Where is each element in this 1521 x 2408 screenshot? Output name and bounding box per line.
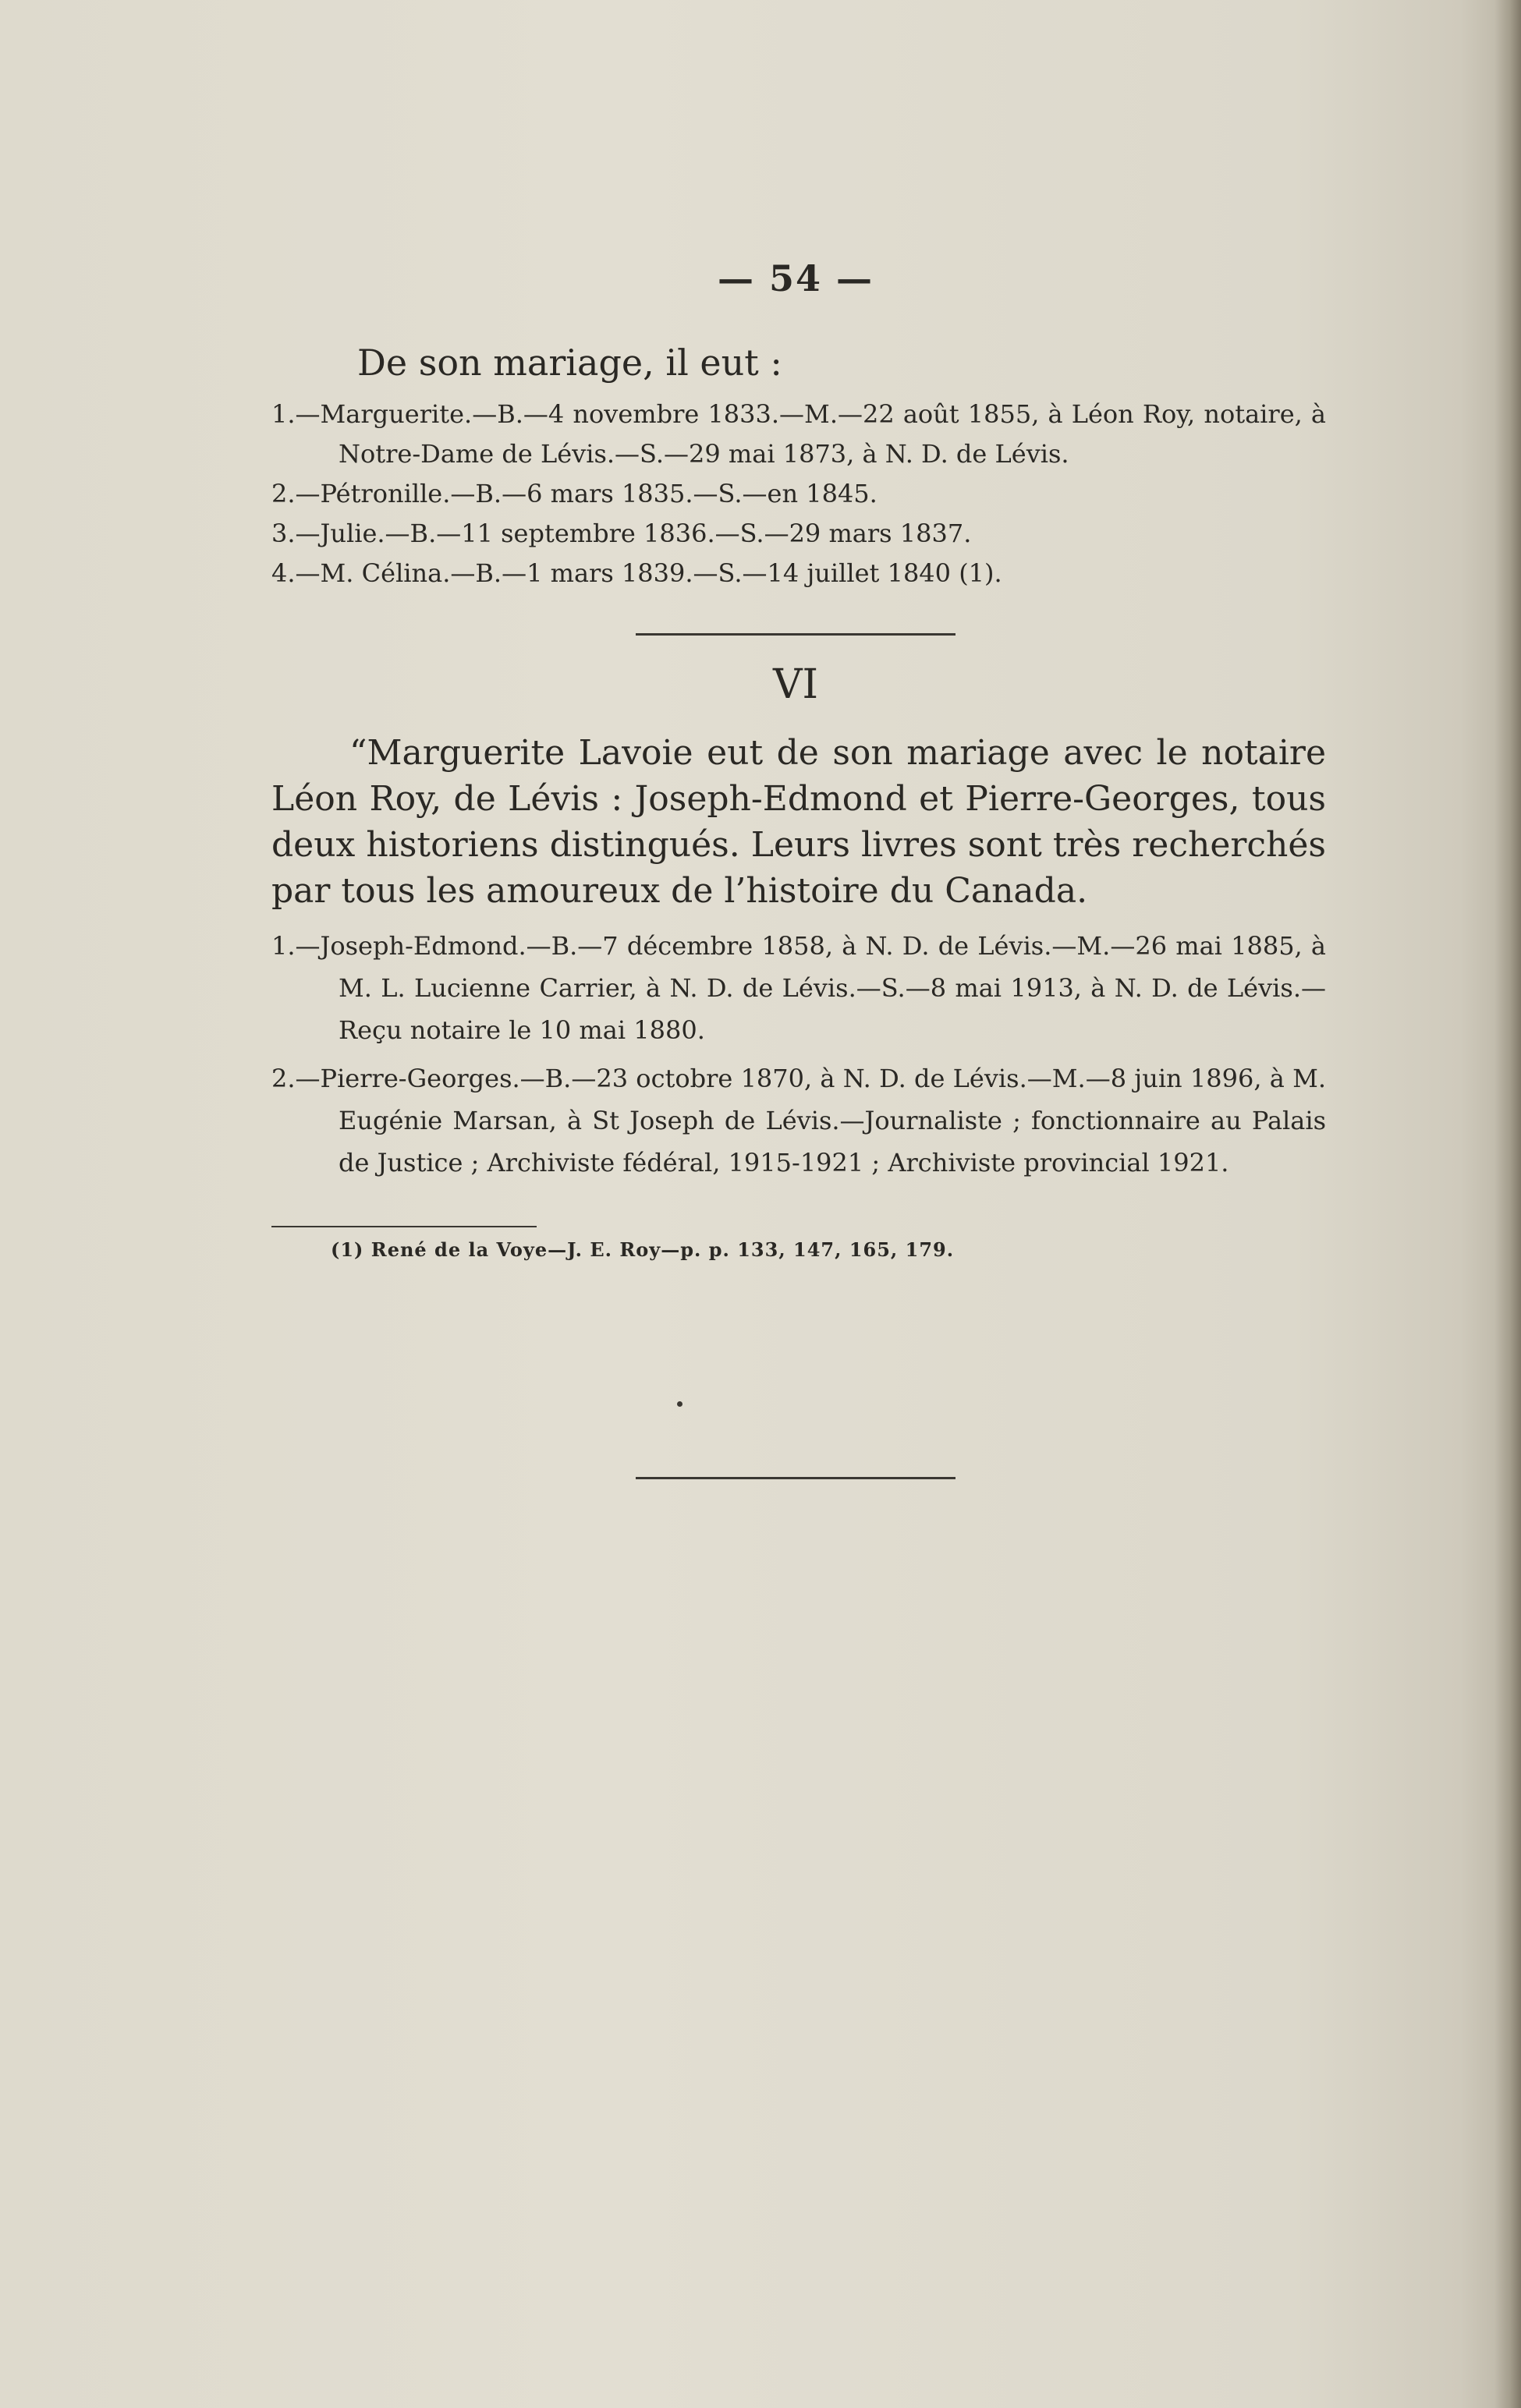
list-item: 4.—M. Célina.—B.—1 mars 1839.—S.—14 juillet 1840 (1). [271,558,1002,588]
list-item: 2.—Pierre-Georges.—B.—23 octobre 1870, à N. D. de Lévis.—M.—8 juin 1896, à M. Eugénie Marsan, à St Joseph de Lévis.—Journaliste ; fonctionnaire au Palais de Justice ; Archiviste fédéral, 1915-1921 ; Archiviste provincial 1921. [271,1064,1326,1177]
list-item: 1.—Marguerite.—B.—4 novembre 1833.—M.—22 août 1855, à Léon Roy, notaire, à Notre-Dame de Lévis.—S.—29 mai 1873, à N. D. de Lévis. [271,399,1326,469]
divider-top [636,633,956,636]
section-heading: VI [772,661,819,708]
divider-bottom [636,1477,956,1479]
children-list-first [271,395,1326,593]
page-number: — 54 — [717,257,874,299]
footnote: (1) René de la Voye—J. E. Roy—p. p. 133, 147, 165, 179. [331,1238,955,1261]
footnote-divider [271,1226,537,1227]
intro-text: De son mariage, il eut : [357,342,782,384]
page-edge-shadow [1494,0,1521,2408]
ink-speck [677,1401,682,1407]
quote-paragraph: “Marguerite Lavoie eut de son mariage avec le notaire Léon Roy, de Lévis : Joseph-Edmond et Pierre-Georges, tous deux historiens distingués. Leurs livres sont très recherchés par tous les amoureux de l’histoire du Canada. [271,733,1326,911]
list-item: 2.—Pétronille.—B.—6 mars 1835.—S.—en 1845. [271,479,878,508]
children-list-second [271,925,1326,1190]
list-item: 3.—Julie.—B.—11 septembre 1836.—S.—29 mars 1837. [271,519,972,548]
list-item: 1.—Joseph-Edmond.—B.—7 décembre 1858, à N. D. de Lévis.—M.—26 mai 1885, à M. L. Lucienne Carrier, à N. D. de Lévis.—S.—8 mai 1913, à N. D. de Lévis.—Reçu notaire le 10 mai 1880. [271,931,1326,1045]
